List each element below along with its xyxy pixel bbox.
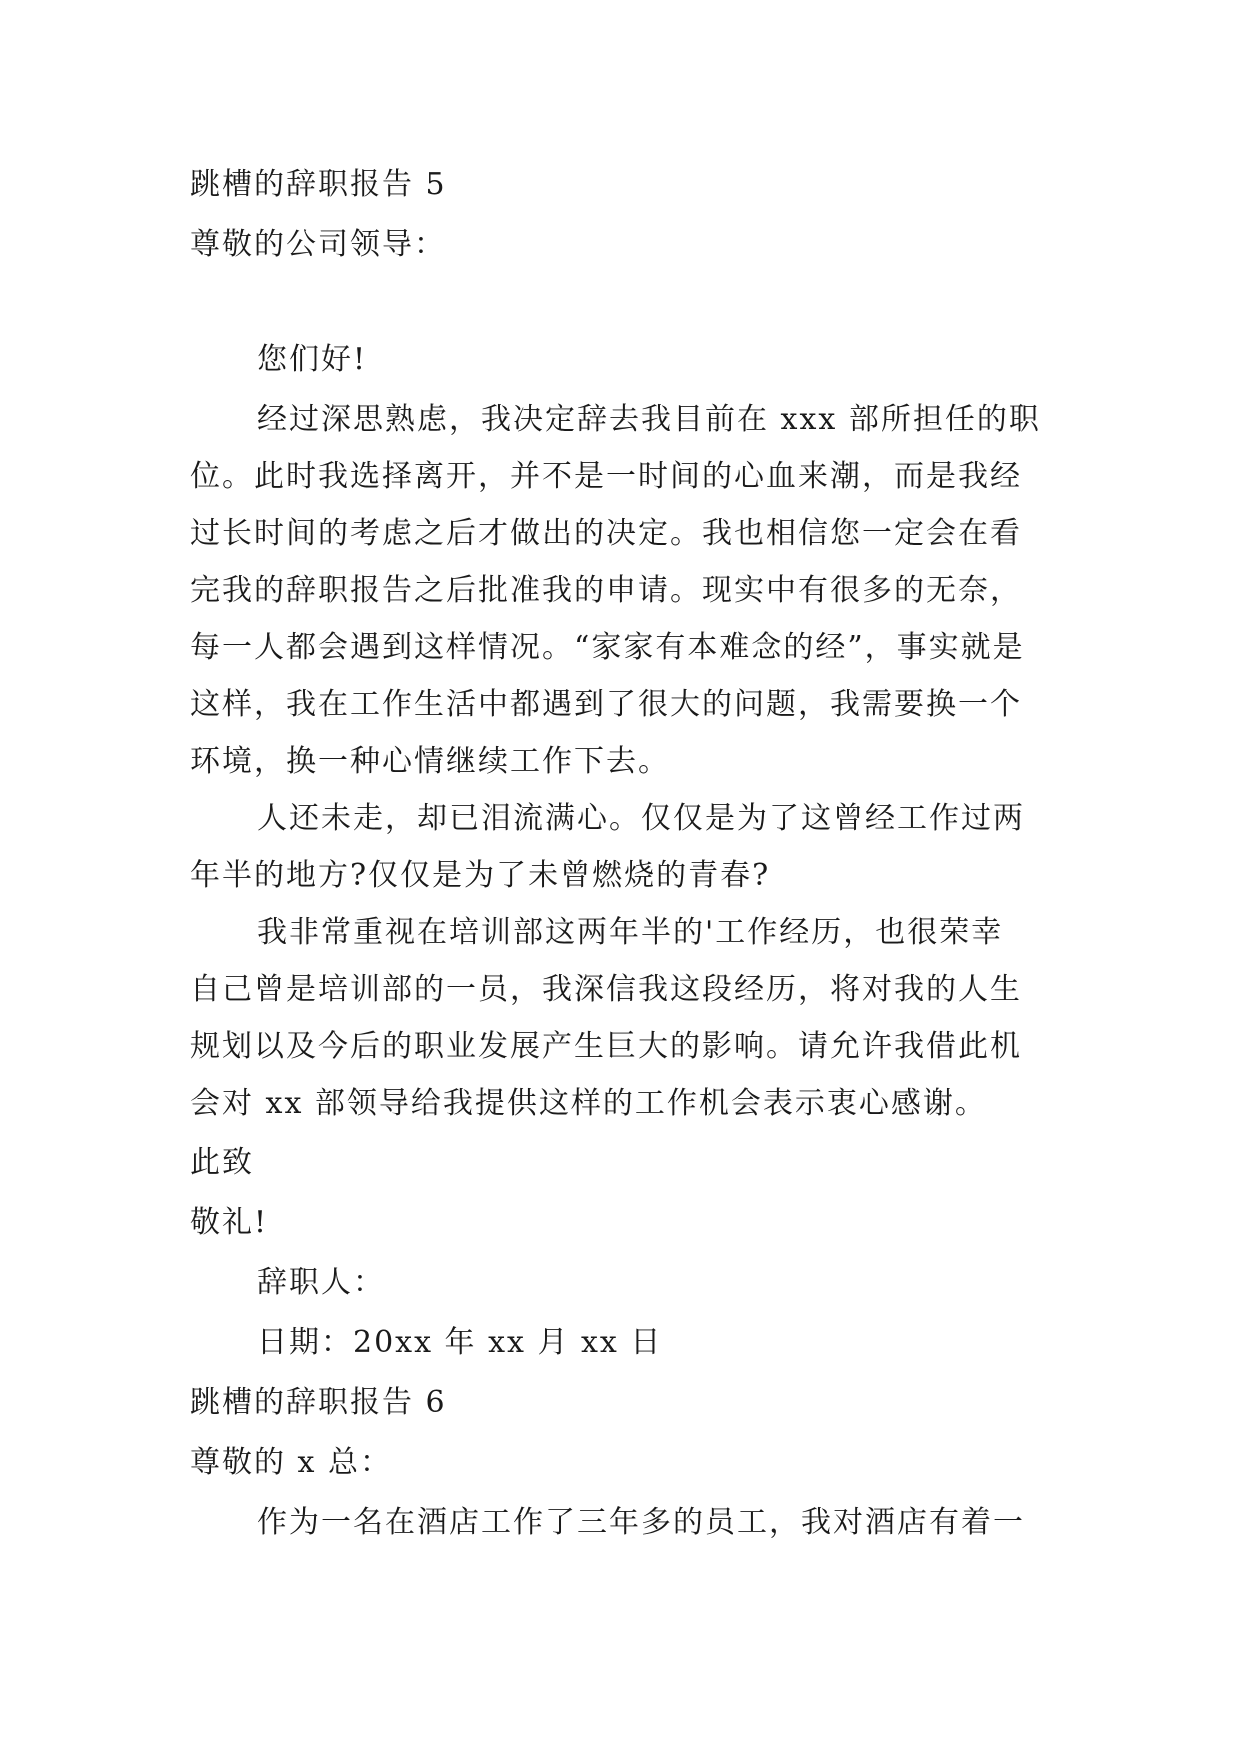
paragraph-line: 这样，我在工作生活中都遇到了很大的问题，我需要换一个 xyxy=(190,687,1022,722)
paragraph-line: 会对 xx 部领导给我提供这样的工作机会表示衷心感谢。 xyxy=(190,1086,987,1121)
paragraph-line: 自己曾是培训部的一员，我深信我这段经历，将对我的人生 xyxy=(190,972,1022,1007)
paragraph-line: 我非常重视在培训部这两年半的'工作经历，也很荣幸 xyxy=(257,915,1004,950)
report-6-title: 跳槽的辞职报告 6 xyxy=(190,1385,447,1420)
report-5-title: 跳槽的辞职报告 5 xyxy=(190,167,447,202)
paragraph-line: 每一人都会遇到这样情况。“家家有本难念的经”，事实就是 xyxy=(190,630,1025,665)
paragraph-line: 经过深思熟虑，我决定辞去我目前在 xxx 部所担任的职 xyxy=(257,402,1041,437)
salutation: 尊敬的公司领导： xyxy=(190,227,446,262)
paragraph-line: 作为一名在酒店工作了三年多的员工，我对酒店有着一 xyxy=(257,1505,1025,1540)
paragraph-line: 环境，换一种心情继续工作下去。 xyxy=(190,744,670,779)
paragraph-line: 过长时间的考虑之后才做出的决定。我也相信您一定会在看 xyxy=(190,516,1022,551)
paragraph-line: 完我的辞职报告之后批准我的申请。现实中有很多的无奈， xyxy=(190,573,1022,608)
greeting: 您们好! xyxy=(257,342,368,377)
paragraph-line: 规划以及今后的职业发展产生巨大的影响。请允许我借此机 xyxy=(190,1029,1022,1064)
resigner-label: 辞职人： xyxy=(257,1265,385,1300)
closing-line: 此致 xyxy=(190,1145,254,1180)
paragraph-line: 位。此时我选择离开，并不是一时间的心血来潮，而是我经 xyxy=(190,459,1022,494)
closing-regards: 敬礼! xyxy=(190,1205,269,1240)
paragraph-line: 人还未走，却已泪流满心。仅仅是为了这曾经工作过两 xyxy=(257,801,1025,836)
paragraph-line: 年半的地方?仅仅是为了未曾燃烧的青春? xyxy=(190,858,771,893)
salutation-2: 尊敬的 x 总： xyxy=(190,1445,392,1480)
date-line: 日期：20xx 年 xx 月 xx 日 xyxy=(257,1325,663,1360)
